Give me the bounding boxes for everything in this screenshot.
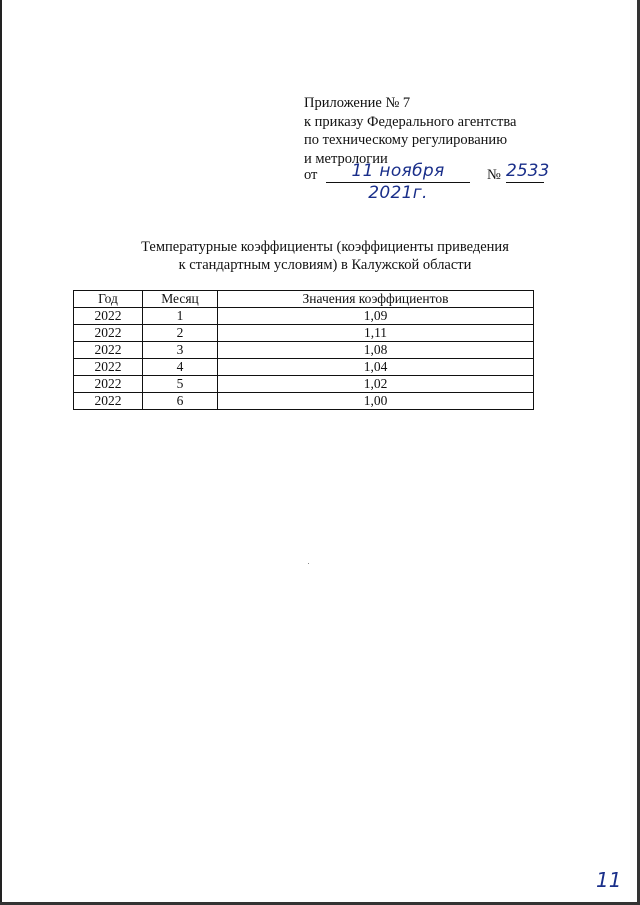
cell-coefficient: 1,11 (218, 325, 534, 342)
cell-year: 2022 (74, 342, 143, 359)
appendix-line: по техническому регулированию (304, 132, 508, 148)
appendix-line: Приложение № 7 (304, 95, 411, 111)
cell-month: 4 (143, 359, 218, 376)
document-title (60, 238, 590, 274)
table-row (74, 308, 534, 325)
appendix-block (304, 94, 564, 168)
date-prefix: от (304, 167, 318, 183)
scan-speck (308, 563, 309, 564)
cell-year: 2022 (74, 359, 143, 376)
coefficients-table (73, 290, 534, 410)
cell-month: 5 (143, 376, 218, 393)
cell-month: 6 (143, 393, 218, 410)
cell-coefficient: 1,00 (218, 393, 534, 410)
handwritten-order-number: 2533 (506, 161, 550, 181)
appendix-line: к приказу Федерального агентства (304, 113, 517, 130)
cell-coefficient: 1,09 (218, 308, 534, 325)
cell-year: 2022 (74, 325, 143, 342)
cell-year: 2022 (74, 308, 143, 325)
header-coefficient: Значения коэффициентов (218, 291, 534, 308)
handwritten-date: 11 ноября 2021г. (326, 160, 470, 183)
cell-month: 1 (143, 308, 218, 325)
table-row (74, 325, 534, 342)
table-row (74, 376, 534, 393)
header-year: Год (74, 291, 143, 308)
cell-year: 2022 (74, 376, 143, 393)
number-label: № (487, 167, 501, 183)
cell-coefficient: 1,02 (218, 376, 534, 393)
table-header-row (74, 291, 534, 308)
cell-year: 2022 (74, 393, 143, 410)
page-border-left (0, 0, 2, 905)
cell-month: 3 (143, 342, 218, 359)
cell-coefficient: 1,08 (218, 342, 534, 359)
table-row (74, 359, 534, 376)
title-line-1: Температурные коэффициенты (коэффициенты приведения (141, 239, 509, 255)
table-row (74, 342, 534, 359)
appendix-line: и метрологии (304, 150, 388, 167)
cell-month: 2 (143, 325, 218, 342)
title-line-2: к стандартным условиям) в Калужской области (178, 257, 472, 273)
cell-coefficient: 1,04 (218, 359, 534, 376)
handwritten-page-number: 11 (596, 868, 622, 892)
header-month: Месяц (143, 291, 218, 308)
order-date-line (304, 160, 564, 203)
table-row (74, 393, 534, 410)
